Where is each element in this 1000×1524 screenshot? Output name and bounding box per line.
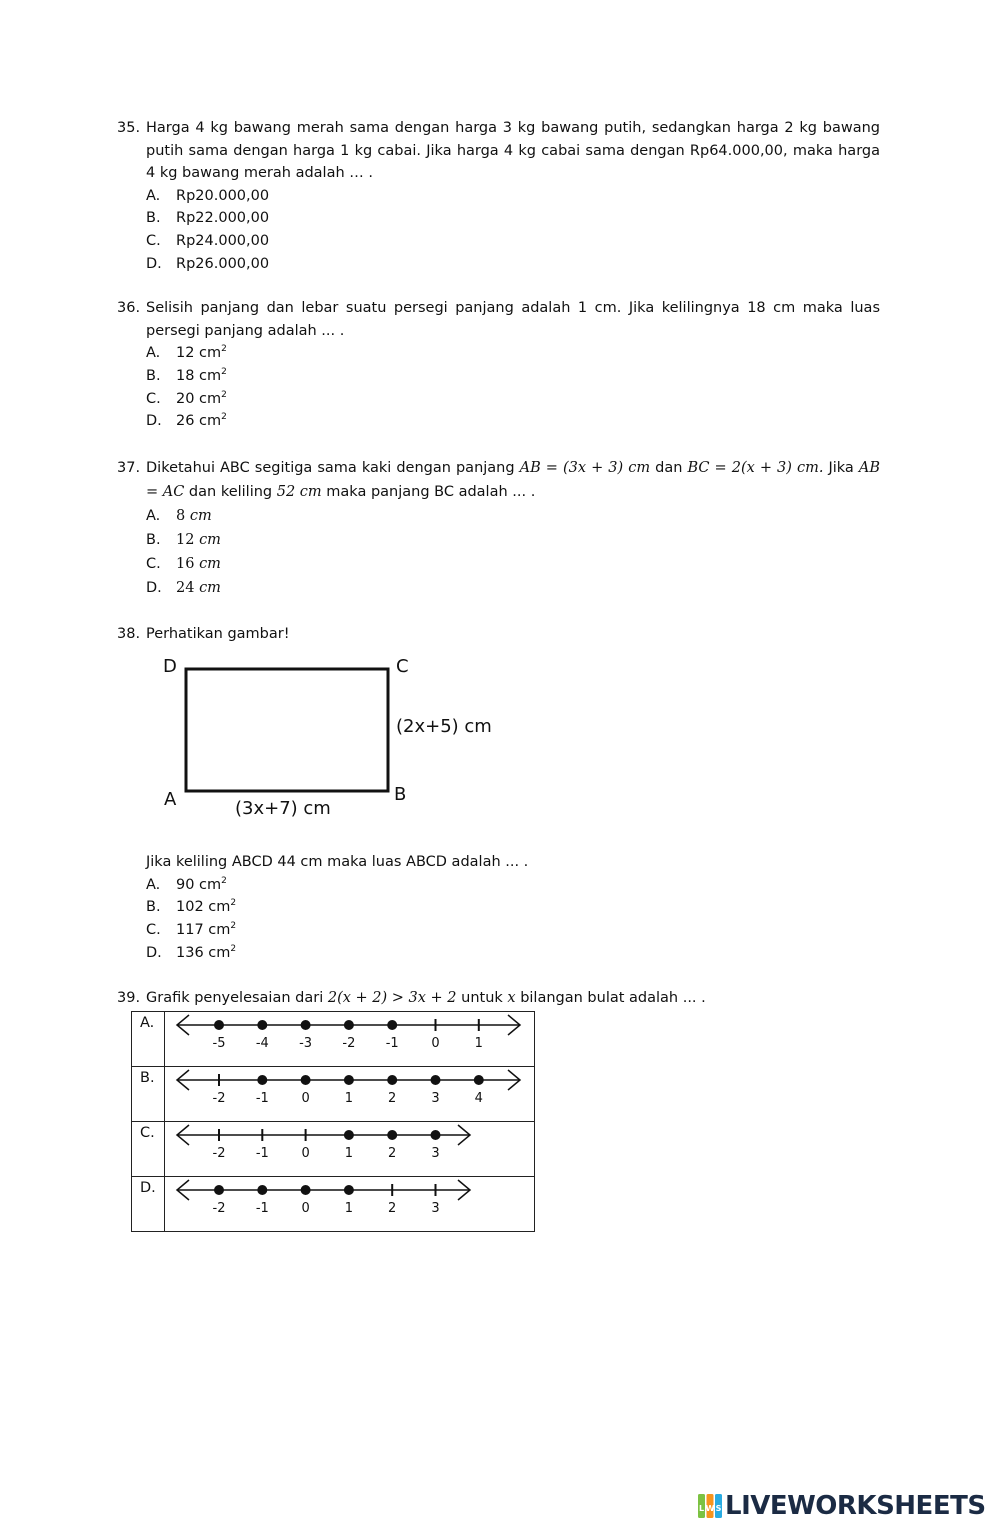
filled-point [214, 1020, 224, 1030]
option-a[interactable] [146, 185, 880, 208]
tick-label: 2 [388, 1201, 397, 1216]
logo-letter: L [698, 1504, 705, 1513]
option-letter: A. [146, 345, 161, 361]
tick-label: -2 [212, 1201, 226, 1216]
option-value: 26 cm [176, 413, 222, 430]
option-letter: A. [146, 187, 161, 204]
filled-point [301, 1020, 311, 1030]
rectangle-diagram [160, 650, 520, 830]
math-expression: BC = 2(x + 3) cm. [687, 460, 824, 476]
option-value: Rp24.000,00 [176, 233, 270, 250]
superscript: 2 [221, 412, 227, 423]
filled-point [387, 1130, 397, 1140]
logo-icon [698, 1494, 722, 1518]
tick-label: 3 [431, 1146, 440, 1161]
text-part: Jika [823, 460, 859, 476]
math-expression: 52 cm [276, 484, 322, 500]
option-letter: C. [146, 922, 161, 939]
tick-label: 2 [388, 1091, 397, 1106]
filled-point [214, 1185, 224, 1195]
option-value: 102 cm [176, 899, 231, 916]
option-c[interactable] [146, 230, 880, 253]
vertex-label-d: D [163, 656, 177, 677]
option-letter: A. [146, 508, 161, 524]
option-value: Rp22.000,00 [176, 210, 270, 227]
tick-label: 1 [344, 1201, 354, 1216]
option-a[interactable] [146, 874, 880, 897]
side-bc-label: (2x+5) cm [396, 716, 492, 737]
tick-label: 0 [301, 1091, 310, 1106]
option-b[interactable] [146, 207, 880, 230]
superscript: 2 [221, 389, 227, 400]
tick-label: -1 [255, 1201, 269, 1216]
question-text: Jika keliling ABCD 44 cm maka luas ABCD adalah ... . [146, 854, 529, 870]
option-number: 8 [176, 508, 186, 524]
option-number: 16 [176, 556, 195, 572]
option-unit: cm [199, 580, 221, 596]
math-expression: 2(x + 2) > 3x + 2 [327, 990, 457, 1006]
question-35 [117, 117, 880, 276]
question-text: Selisih panjang dan lebar suatu persegi panjang adalah 1 cm. Jika kelilingnya 18 cm maka luas persegi panjang adalah ... . [146, 300, 880, 339]
superscript: 2 [221, 344, 227, 354]
option-d[interactable] [146, 576, 880, 600]
option-letter: C. [132, 1122, 165, 1177]
option-unit: cm [199, 532, 221, 548]
question-text: Harga 4 kg bawang merah sama dengan harga 3 kg bawang putih, sedangkan harga 2 kg bawang putih sama dengan harga 1 kg cabai. Jika harga 4 kg cabai sama dengan Rp64.000,00, maka harga 4 kg bawang merah adalah … . [146, 120, 880, 181]
option-letter: A. [146, 876, 161, 893]
option-letter: C. [146, 233, 161, 250]
number-line-row-d[interactable] [132, 1177, 535, 1232]
option-value: 117 cm [176, 922, 231, 939]
number-line-cell [165, 1067, 535, 1122]
tick-label: -5 [212, 1036, 226, 1051]
option-c[interactable] [146, 919, 880, 942]
math-expression: AB = AC [146, 460, 880, 500]
question-number: 35. [117, 120, 141, 136]
tick-label: 1 [474, 1036, 483, 1051]
filled-point [431, 1075, 441, 1085]
option-letter: B. [146, 532, 161, 548]
filled-point [257, 1185, 267, 1195]
tick-label: 4 [474, 1091, 483, 1106]
option-a[interactable] [146, 342, 880, 365]
tick-label: -1 [385, 1036, 399, 1051]
option-number: 24 [176, 580, 195, 596]
question-text [146, 987, 880, 1010]
option-letter: D. [146, 944, 162, 961]
option-value: Rp20.000,00 [176, 187, 270, 204]
options-list [146, 504, 880, 600]
brand-name: LIVEWORKSHEETS [725, 1491, 986, 1521]
question-number: 36. [117, 300, 141, 316]
vertex-label-b: B [394, 784, 407, 805]
option-letter: B. [146, 367, 161, 384]
tick-label: -2 [212, 1091, 226, 1106]
option-letter: B. [146, 210, 161, 227]
option-letter: C. [146, 390, 161, 407]
number-line-cell [165, 1177, 535, 1232]
option-b[interactable] [146, 896, 880, 919]
filled-point [257, 1075, 267, 1085]
tick-label: -3 [299, 1036, 313, 1051]
text-part: maka panjang BC adalah ... . [321, 484, 536, 500]
filled-point [344, 1185, 354, 1195]
question-36 [117, 297, 880, 433]
tick-label: 1 [344, 1146, 354, 1161]
filled-point [474, 1075, 484, 1085]
options-list [146, 874, 880, 965]
filled-point [301, 1075, 311, 1085]
tick-label: -4 [255, 1036, 269, 1051]
option-value: 18 cm [176, 367, 222, 384]
question-39 [117, 987, 880, 1010]
tick-label: 0 [431, 1036, 440, 1051]
option-letter: D. [146, 413, 162, 430]
option-letter: D. [146, 255, 162, 272]
options-list [146, 185, 880, 276]
tick-label: 1 [344, 1091, 354, 1106]
rectangle-figure [160, 650, 520, 830]
option-d[interactable] [146, 410, 880, 433]
tick-label: 3 [431, 1201, 440, 1216]
number-line-options-table [131, 1011, 535, 1232]
superscript: 2 [230, 898, 237, 909]
question-number: 39. [117, 990, 141, 1006]
text-part: bilangan bulat adalah ... . [515, 990, 706, 1006]
number-line-cell [165, 1122, 535, 1177]
rectangle-abcd [186, 669, 388, 791]
tick-label: 0 [301, 1146, 310, 1161]
vertex-label-c: C [396, 656, 409, 677]
option-letter: B. [132, 1067, 165, 1122]
filled-point [257, 1020, 267, 1030]
filled-point [387, 1020, 397, 1030]
tick-label: 3 [431, 1091, 440, 1106]
option-value: 20 cm [176, 390, 222, 407]
math-expression: AB = (3x + 3) cm [519, 460, 651, 476]
options-list [146, 342, 880, 433]
option-value: 12 cm [176, 345, 222, 361]
number-line-row-b[interactable] [132, 1067, 535, 1122]
number-line-a [165, 1012, 534, 1062]
option-value: 90 cm [176, 876, 222, 893]
filled-point [431, 1130, 441, 1140]
tick-label: -1 [255, 1146, 269, 1161]
question-38-continued [117, 851, 880, 965]
text-part: dan [650, 460, 688, 476]
option-c[interactable] [146, 552, 880, 576]
option-c[interactable] [146, 388, 880, 411]
text-part: Diketahui ABC segitiga sama kaki dengan panjang [146, 460, 520, 476]
number-line-d [165, 1177, 534, 1227]
math-expression: x [507, 990, 516, 1006]
option-number: 12 [176, 532, 195, 548]
side-ab-label: (3x+7) cm [235, 798, 331, 819]
question-37 [117, 456, 880, 600]
filled-point [301, 1185, 311, 1195]
superscript: 2 [230, 943, 237, 954]
superscript: 2 [221, 875, 227, 886]
text-part: dan keliling [184, 484, 277, 500]
text-part: Grafik penyelesaian dari [146, 990, 328, 1006]
filled-point [344, 1075, 354, 1085]
logo-letter: S [715, 1504, 722, 1513]
number-line-c [165, 1122, 534, 1172]
logo-letter: W [705, 1504, 715, 1513]
question-text: Perhatikan gambar! [146, 626, 290, 642]
option-d[interactable] [146, 942, 880, 965]
option-value: 136 cm [176, 944, 231, 961]
question-text [146, 456, 880, 504]
number-line-cell [165, 1012, 535, 1067]
option-letter: D. [132, 1177, 165, 1232]
tick-label: -2 [212, 1146, 226, 1161]
option-letter: D. [146, 580, 162, 596]
option-letter: C. [146, 556, 161, 572]
question-number: 37. [117, 460, 141, 476]
number-line-b [165, 1067, 534, 1117]
option-a[interactable] [146, 504, 880, 528]
option-letter: A. [132, 1012, 165, 1067]
filled-point [387, 1075, 397, 1085]
tick-label: -1 [255, 1091, 269, 1106]
tick-label: 0 [301, 1201, 310, 1216]
number-line-row-a[interactable] [132, 1012, 535, 1067]
option-letter: B. [146, 899, 161, 916]
question-38 [117, 623, 880, 646]
tick-label: -2 [342, 1036, 356, 1051]
superscript: 2 [230, 921, 237, 932]
option-value: Rp26.000,00 [176, 255, 270, 272]
number-line-row-c[interactable] [132, 1122, 535, 1177]
tick-label: 2 [388, 1146, 397, 1161]
option-unit: cm [199, 556, 221, 572]
text-part: untuk [456, 990, 508, 1006]
liveworksheets-logo [698, 1491, 986, 1521]
vertex-label-a: A [164, 789, 177, 810]
option-unit: cm [189, 508, 212, 524]
option-d[interactable] [146, 253, 880, 276]
filled-point [344, 1020, 354, 1030]
superscript: 2 [221, 366, 227, 377]
filled-point [344, 1130, 354, 1140]
option-b[interactable] [146, 365, 880, 388]
option-b[interactable] [146, 528, 880, 552]
question-number: 38. [117, 626, 141, 642]
